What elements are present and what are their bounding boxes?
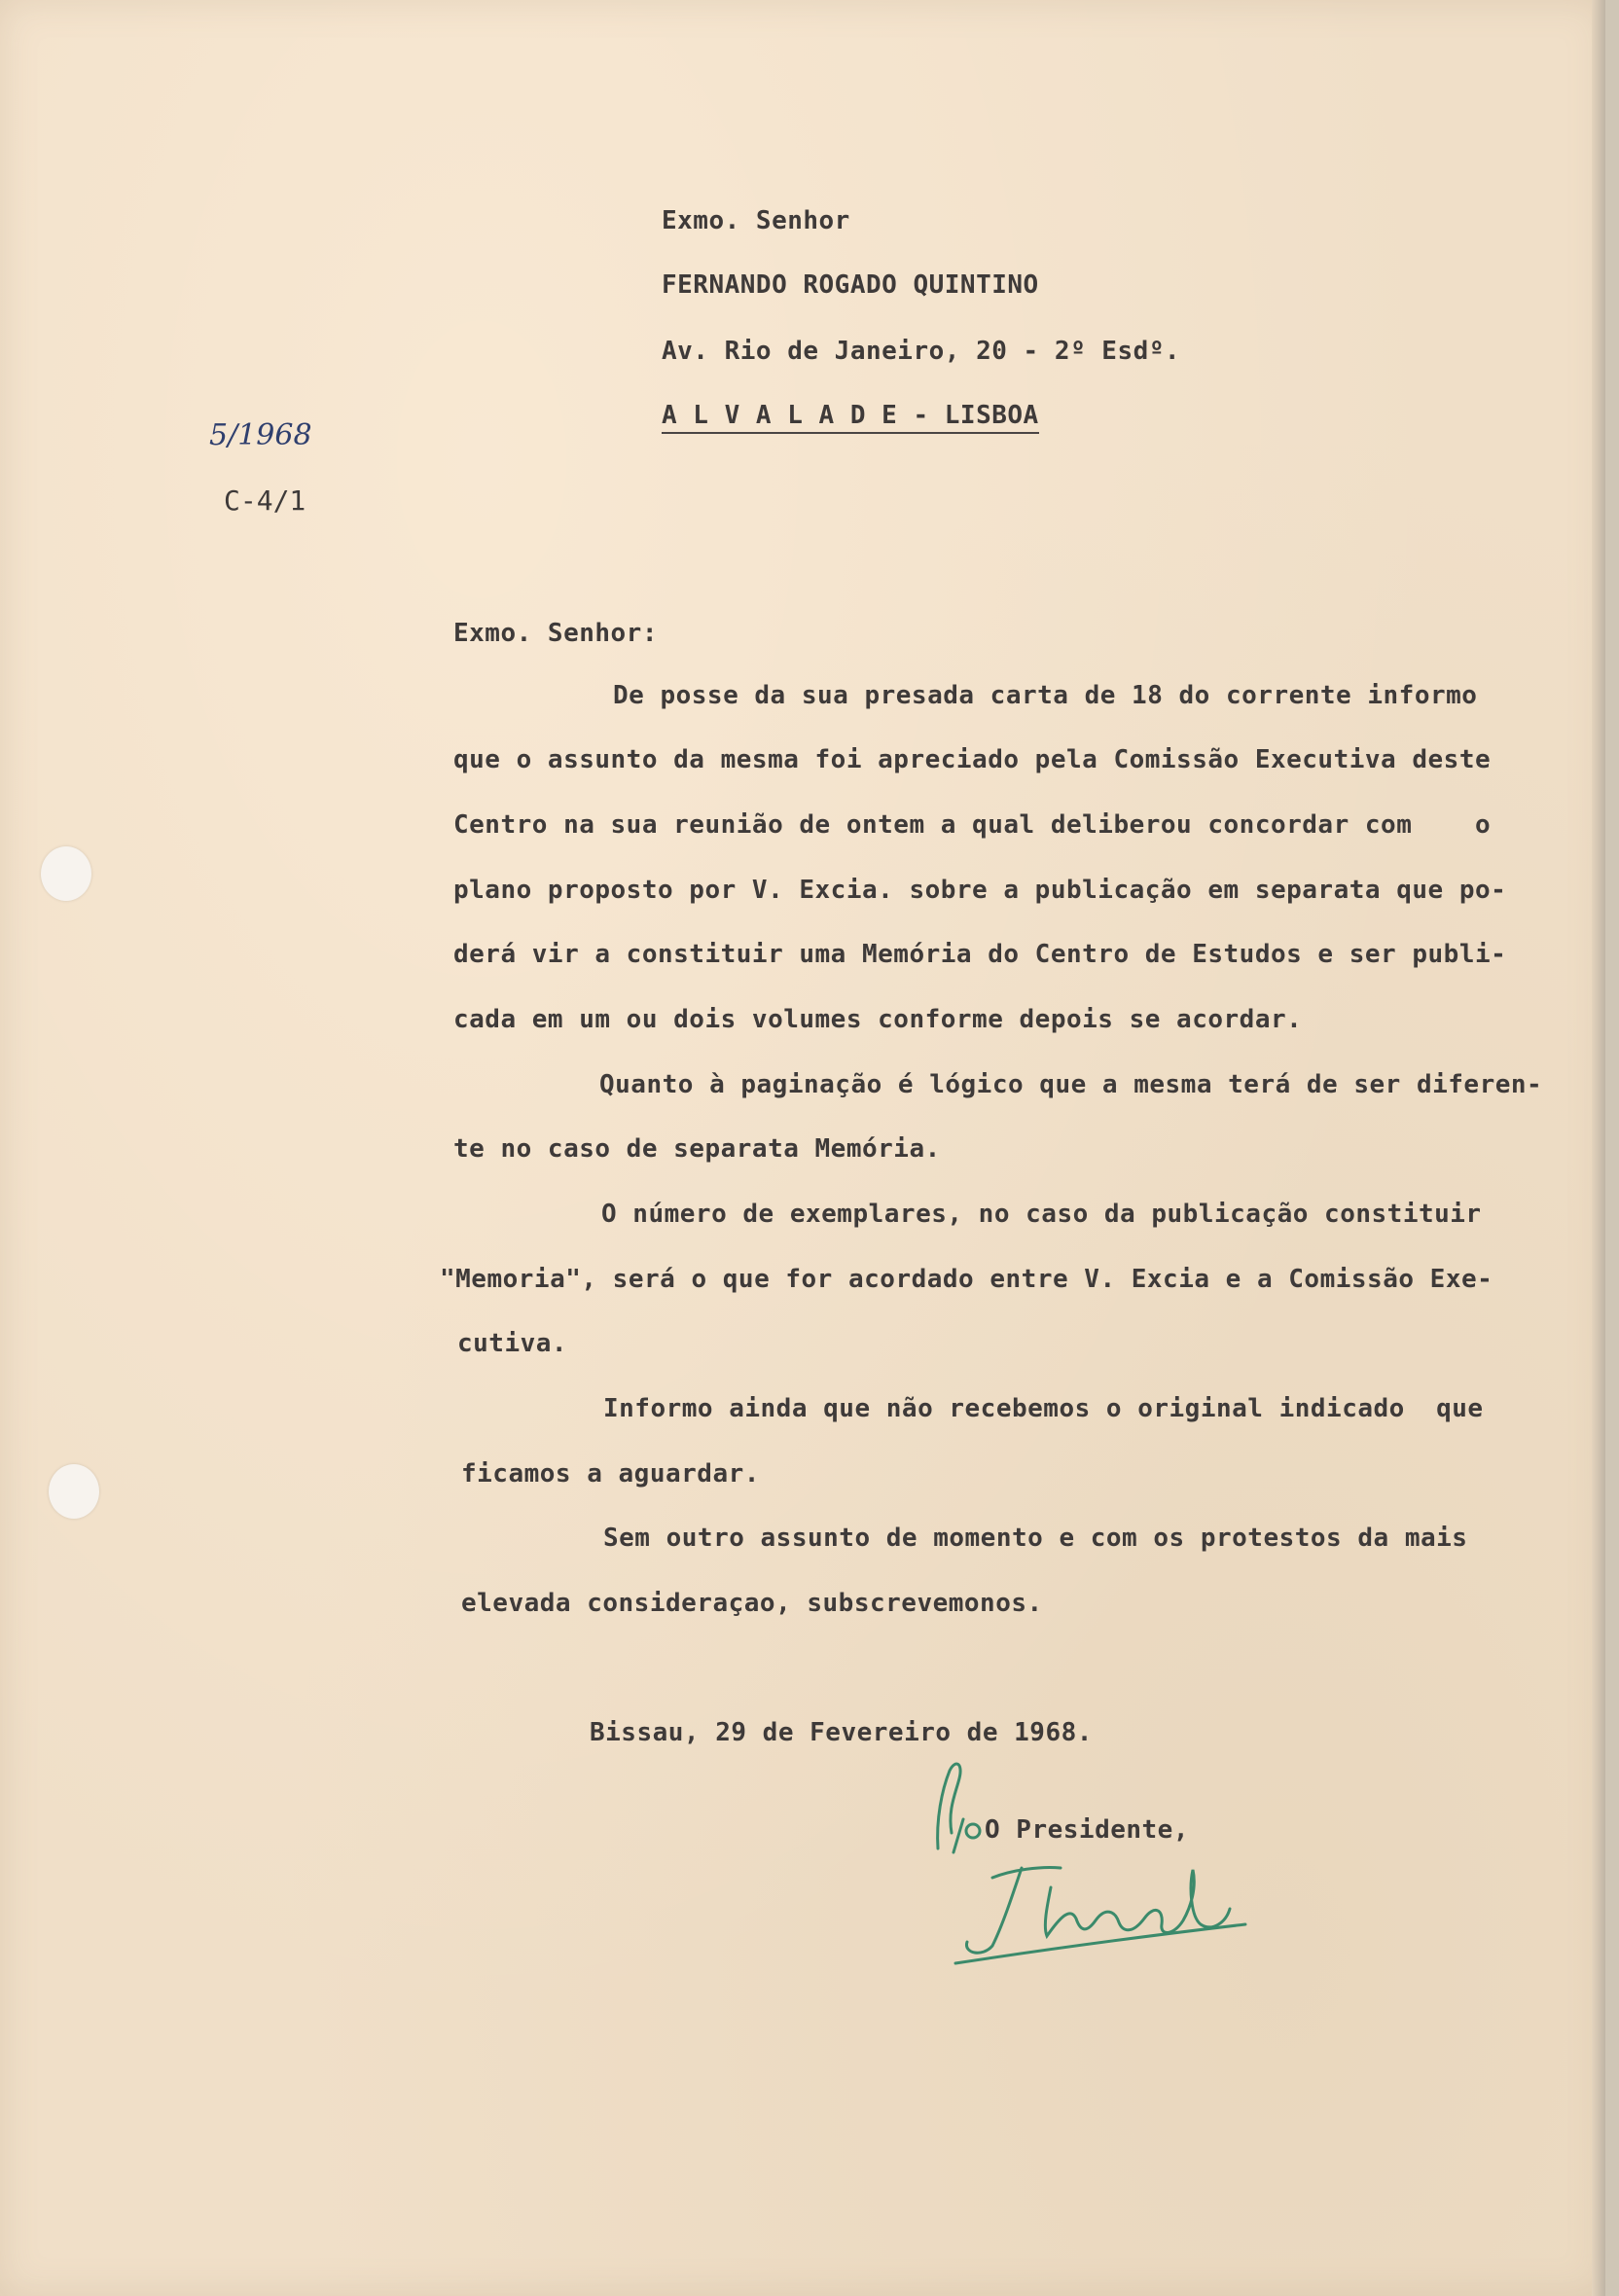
letter-greeting: Exmo. Senhor: (453, 619, 658, 648)
reference-number: 5/1968 (209, 418, 312, 452)
body-line: derá vir a constituir uma Memória do Centro de Estudos e ser publi- (453, 940, 1507, 969)
page-edge (1592, 0, 1605, 2296)
body-line: te no caso de separata Memória. (453, 1134, 941, 1164)
body-line: ficamos a aguardar. (461, 1459, 760, 1489)
body-line: "Memoria", será o que for acordado entre V. Excia e a Comissão Exe- (440, 1265, 1493, 1294)
reference-code: C-4/1 (224, 484, 306, 517)
body-line: Quanto à paginação é lógico que a mesma terá de ser diferen- (599, 1070, 1543, 1099)
body-line: cada em um ou dois volumes conforme depois se acordar. (453, 1005, 1303, 1034)
recipient-name: FERNANDO ROGADO QUINTINO (662, 270, 1039, 300)
recipient-city: A L V A L A D E - LISBOA (662, 401, 1039, 434)
body-line: que o assunto da mesma foi apreciado pela Comissão Executiva deste (453, 745, 1492, 774)
signature (953, 1848, 1265, 1980)
body-line: Informo ainda que não recebemos o original indicado que (603, 1394, 1484, 1423)
body-line: De posse da sua presada carta de 18 do corrente informo (613, 681, 1478, 710)
letter-date: Bissau, 29 de Fevereiro de 1968. (590, 1718, 1093, 1747)
body-line: Centro na sua reunião de ontem a qual deliberou concordar com o (453, 810, 1492, 840)
punch-hole-bottom (49, 1464, 99, 1519)
body-line: elevada consideraçao, subscrevemonos. (461, 1589, 1043, 1618)
per-procuration-mark (930, 1751, 989, 1863)
recipient-salutation: Exmo. Senhor (662, 206, 850, 235)
body-line: plano proposto por V. Excia. sobre a publicação em separata que po- (453, 876, 1507, 905)
letter-closing: O Presidente, (985, 1815, 1189, 1845)
body-line: O número de exemplares, no caso da publicação constituir (601, 1200, 1482, 1229)
body-line: Sem outro assunto de momento e com os protestos da mais (603, 1524, 1468, 1553)
punch-hole-top (41, 846, 91, 901)
body-line: cutiva. (457, 1329, 568, 1358)
recipient-address: Av. Rio de Janeiro, 20 - 2º Esdº. (662, 337, 1181, 366)
